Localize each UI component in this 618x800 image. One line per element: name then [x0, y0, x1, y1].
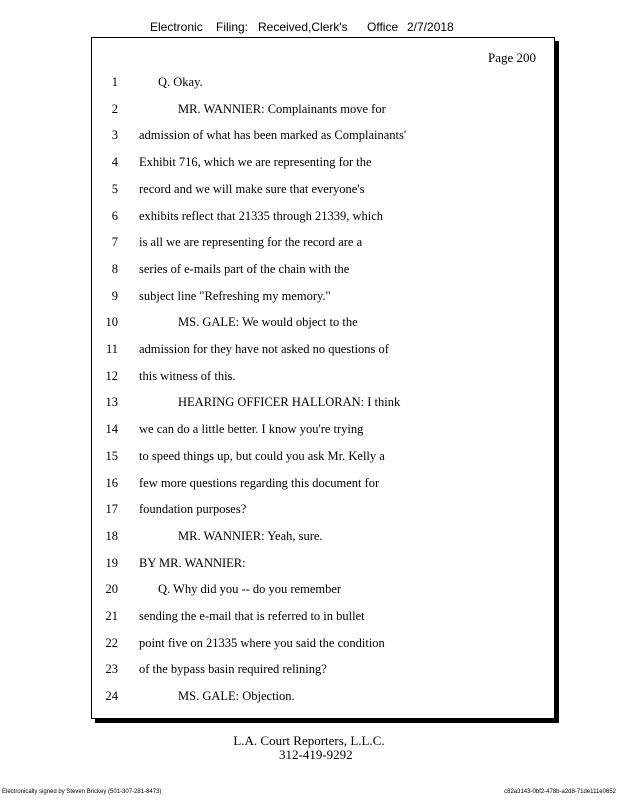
transcript-line: [92, 369, 554, 389]
transcript-line: [92, 582, 554, 602]
header-word: Electronic: [150, 20, 203, 34]
line-number: 18: [105, 528, 118, 543]
line-number: 7: [111, 235, 118, 250]
line-number: 6: [111, 208, 118, 223]
line-text: Q. Why did you -- do you remember: [158, 582, 342, 597]
line-text: to speed things up, but could you ask Mr. Kelly a: [139, 448, 385, 463]
transcript-line: [92, 235, 554, 255]
line-number: 1: [111, 75, 118, 89]
line-text: MR. WANNIER: Yeah, sure.: [178, 528, 323, 543]
transcript-line: [92, 662, 554, 682]
line-number: 4: [111, 155, 118, 170]
transcript-line: [92, 529, 554, 549]
transcript-line: [92, 476, 554, 496]
filing-header: [0, 20, 618, 36]
page-number: Page 200: [487, 50, 536, 65]
line-number: 3: [111, 128, 118, 143]
line-number: 15: [105, 448, 118, 463]
transcript-line: [92, 449, 554, 469]
line-text: exhibits reflect that 21335 through 21339, which: [139, 208, 384, 223]
transcript-line: [92, 395, 554, 415]
line-text: Q. Okay.: [158, 75, 203, 89]
transcript-line: [92, 502, 554, 522]
line-text: Exhibit 716, which we are representing for the: [139, 155, 372, 170]
line-text: MR. WANNIER: Complainants move for: [178, 101, 386, 116]
line-text: MS. GALE: We would object to the: [178, 315, 358, 330]
line-text: admission for they have not asked no questions of: [139, 342, 389, 356]
line-number: 9: [111, 288, 118, 303]
transcript-line: [92, 102, 554, 122]
document-hash: c82a3143-0bf2-478b-a2d8-71de111e0652: [504, 789, 616, 795]
line-text: MS. GALE: Objection.: [178, 689, 295, 704]
e-signature-note: Electronically signed by Steven Brickey (501-307-281-8473): [2, 789, 162, 795]
transcript-line: [92, 342, 554, 362]
line-number: 19: [105, 555, 118, 570]
line-text: record and we will make sure that everyone's: [139, 181, 365, 196]
line-number: 10: [105, 315, 118, 330]
transcript-line: [92, 128, 554, 148]
header-word: Filing:: [216, 20, 249, 34]
transcript-line: [92, 182, 554, 202]
line-number: 23: [105, 662, 118, 677]
transcript-line: [92, 689, 554, 709]
line-number: 16: [105, 475, 118, 490]
header-word: Received,Clerk's: [258, 20, 348, 34]
line-text: HEARING OFFICER HALLORAN: I think: [178, 395, 401, 410]
transcript-line: [92, 289, 554, 309]
line-text: this witness of this.: [139, 368, 236, 383]
line-text: is all we are representing for the record are a: [139, 235, 363, 250]
line-text: sending the e-mail that is referred to in bullet: [139, 609, 365, 623]
reporter-name: L.A. Court Reporters, L.L.C.: [233, 733, 385, 748]
line-number: 22: [105, 635, 118, 650]
transcript-line: [92, 262, 554, 282]
transcript-line: [92, 636, 554, 656]
line-number: 2: [111, 101, 118, 116]
line-text: few more questions regarding this document for: [139, 475, 380, 490]
header-word: 2/7/2018: [407, 20, 454, 34]
line-number: 14: [105, 422, 118, 437]
transcript-line: [92, 75, 554, 95]
transcript-line: [92, 155, 554, 175]
line-number: 21: [105, 609, 118, 623]
header-word: Office: [367, 20, 399, 34]
line-text: admission of what has been marked as Complainants': [139, 128, 407, 143]
reporter-phone: 312-419-9292: [279, 747, 353, 762]
line-number: 13: [105, 395, 118, 410]
transcript-line: [92, 609, 554, 629]
line-number: 12: [105, 368, 118, 383]
line-number: 20: [105, 582, 118, 597]
line-text: BY MR. WANNIER:: [139, 555, 246, 570]
transcript-line: [92, 209, 554, 229]
line-text: subject line "Refreshing my memory.": [139, 288, 331, 303]
line-number: 5: [111, 181, 118, 196]
line-number: 11: [105, 342, 118, 356]
line-text: we can do a little better. I know you're trying: [139, 422, 364, 437]
line-text: of the bypass basin required relining?: [139, 662, 327, 677]
line-text: series of e-mails part of the chain with the: [139, 261, 350, 276]
line-number: 8: [111, 261, 118, 276]
transcript-page: [91, 37, 555, 719]
line-text: foundation purposes?: [139, 502, 247, 517]
line-number: 24: [105, 689, 118, 704]
transcript-line: [92, 556, 554, 576]
line-text: point five on 21335 where you said the condition: [139, 635, 385, 650]
line-number: 17: [105, 502, 118, 517]
transcript-line: [92, 422, 554, 442]
transcript-line: [92, 315, 554, 335]
